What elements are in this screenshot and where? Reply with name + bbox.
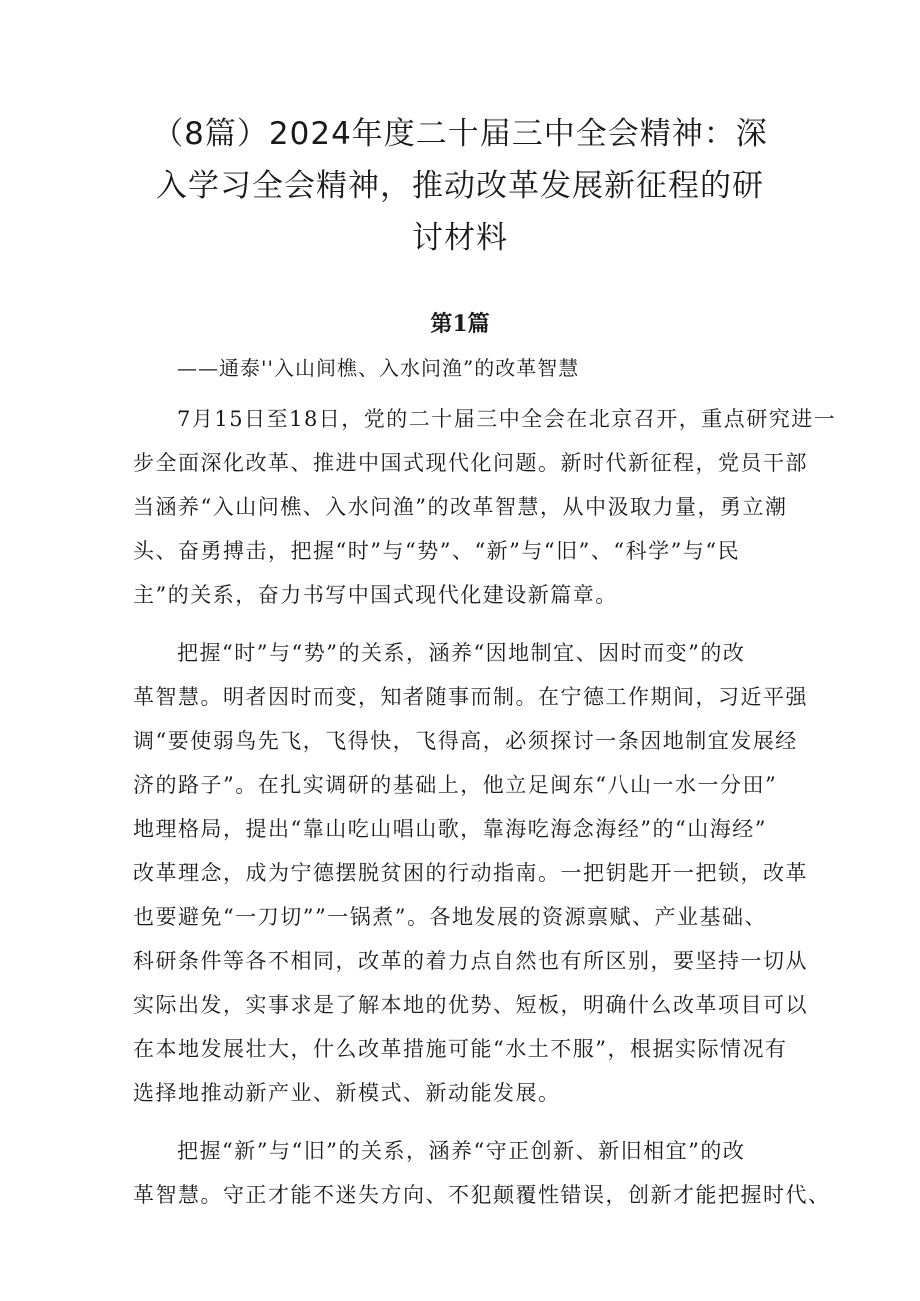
text-line: 改革理念，成为宁德摆脱贫困的行动指南。一把钥匙开一把锁，改革 [133,861,808,885]
text-line: 革智慧。守正才能不迷失方向、不犯颠覆性错误，创新才能把握时代、 [133,1183,831,1207]
text-line: 主”的关系，奋力书写中国式现代化建设新篇章。 [133,583,618,607]
text-line: 步全面深化改革、推进中国式现代化问题。新时代新征程，党员干部 [133,451,808,475]
paragraph-2 [133,631,808,1115]
text-line: 当涵养“入山问樵、入水问渔”的改革智慧，从中汲取力量，勇立潮 [133,495,788,519]
paragraph-1 [133,397,837,617]
text-line: 实际出发，实事求是了解本地的优势、短板，明确什么改革项目可以 [133,993,808,1017]
chapter-heading: 第1篇 [430,311,490,337]
text-line: 科研条件等各不相同，改革的着力点自然也有所区别，要坚持一切从 [133,949,808,973]
text-line: 选择地推动新产业、新模式、新动能发展。 [133,1081,561,1105]
text-line: 革智慧。明者因时而变，知者随事而制。在宁德工作期间，习近平强 [133,685,808,709]
text-line: 也要避免“一刀切””一锅煮”。各地发展的资源禀赋、产业基础、 [133,905,767,929]
text-line: 济的路子”。在扎实调研的基础上，他立足闽东“八山一水一分田” [133,773,778,797]
text-line: 把握“时”与“势”的关系，涵养“因地制宜、因时而变”的改 [177,641,746,665]
text-line: 7月15日至18日，党的二十届三中全会在北京召开，重点研究进一 [177,407,837,431]
document-body [133,397,837,1217]
text-line: 地理格局，提出“靠山吃山唱山歌，靠海吃海念海经”的“山海经” [133,817,767,841]
paragraph-gap [133,1115,793,1129]
title-line-1: （8篇）2024年度二十届三中全会精神：深 [152,116,768,152]
paragraph-gap [133,617,793,631]
paragraph-3 [133,1129,831,1217]
text-line: 在本地发展壮大，什么改革措施可能“水土不服”，根据实际情况有 [133,1037,788,1061]
text-line: 调“要使弱鸟先飞，飞得快，飞得高，必须探讨一条因地制宜发展经 [133,729,798,753]
document-title [120,108,800,264]
title-line-3: 讨材料 [412,220,508,256]
article-subtitle: ——通泰''入山间樵、入水问渔”的改革智慧 [177,356,580,380]
title-line-2: 入学习全会精神，推动改革发展新征程的研 [156,168,764,204]
text-line: 头、奋勇搏击，把握“时”与“势”、“新”与“旧”、“科学”与“民 [133,539,741,563]
text-line: 把握“新”与“旧”的关系，涵养“守正创新、新旧相宜”的改 [177,1139,746,1163]
